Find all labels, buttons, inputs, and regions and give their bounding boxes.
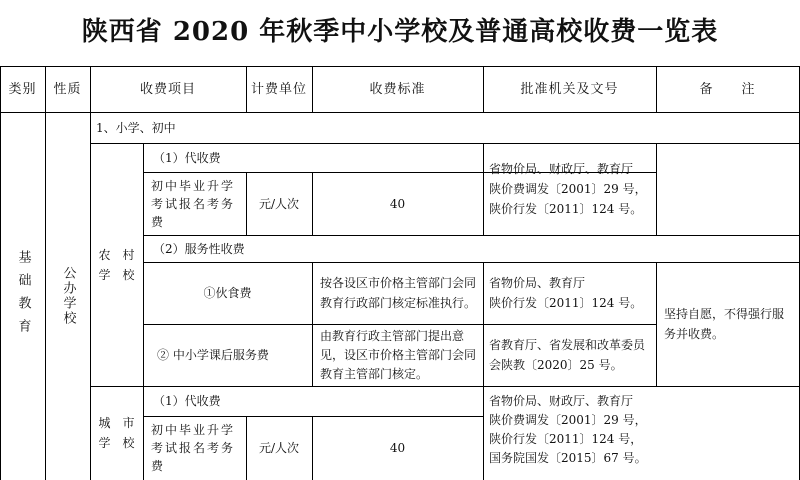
- rural-service-label: （2）服务性收费: [153, 241, 245, 256]
- rural-exam-fee-approval: 省物价局、财政厅、教育厅 陕价费调发〔2001〕29 号， 陕价行发〔2011〕124 号。: [489, 162, 647, 216]
- urban-exam-fee-item: 初中毕业升学考试报名考务费: [151, 423, 236, 473]
- urban-exam-fee-standard: 40: [389, 441, 406, 455]
- rural-exam-fee-item: 初中毕业升学考试报名考务费: [151, 178, 236, 229]
- rural-exam-fee-unit: 元/人次: [258, 196, 300, 211]
- col-line-approval-rural: [656, 143, 657, 235]
- meal-fee-remark: 坚持自愿，不得强行服务并收费。: [664, 307, 785, 341]
- meal-fee-approval: 省物价局、教育厅 陕价行发〔2011〕124 号。: [489, 276, 643, 310]
- category-value: 基础教育: [15, 250, 31, 342]
- afterschool-fee-approval: 省教育厅、省发展和改革委员会陕教〔2020〕25 号。: [489, 338, 646, 372]
- page-title: 陕西省 2020 年秋季中小学校及普通高校收费一览表: [81, 17, 719, 47]
- meal-fee-item: ①伙食费: [203, 286, 252, 300]
- nature-cell: [45, 112, 90, 480]
- header-standard: 收费标准: [369, 81, 426, 97]
- header-item: 收费项目: [139, 81, 196, 97]
- section-label: 1、小学、初中: [96, 120, 176, 135]
- header-approval: 批准机关及文号: [520, 81, 619, 97]
- rural-school-label: 农 村 学 校: [98, 247, 135, 282]
- urban-collect-label: （1）代收费: [153, 394, 221, 408]
- urban-exam-fee-unit: 元/人次: [258, 441, 300, 455]
- header-unit: 计费单位: [250, 81, 307, 97]
- header-nature: 性质: [53, 81, 82, 97]
- urban-school-label: 城 市 学 校: [98, 416, 135, 450]
- rural-exam-fee-standard: 40: [389, 196, 406, 211]
- header-category: 类别: [8, 81, 37, 97]
- nature-value: 公办学校: [60, 266, 76, 326]
- urban-exam-fee-approval: 省物价局、财政厅、教育厅 陕价费调发〔2001〕29 号， 陕价行发〔2011〕124 号， 国务院国发〔2015〕67 号。: [489, 394, 647, 465]
- afterschool-fee-item: ② 中小学课后服务费: [157, 348, 269, 362]
- header-remark: 备 注: [699, 81, 756, 97]
- category-cell: [0, 112, 45, 480]
- afterschool-fee-standard: 由教育行政主管部门提出意见，设区市价格主管部门会同教育主管部门核定。: [320, 328, 477, 381]
- rural-collect-label: （1）代收费: [153, 150, 221, 165]
- meal-fee-standard: 按各设区市价格主管部门会同教育行政部门核定标准执行。: [320, 276, 477, 310]
